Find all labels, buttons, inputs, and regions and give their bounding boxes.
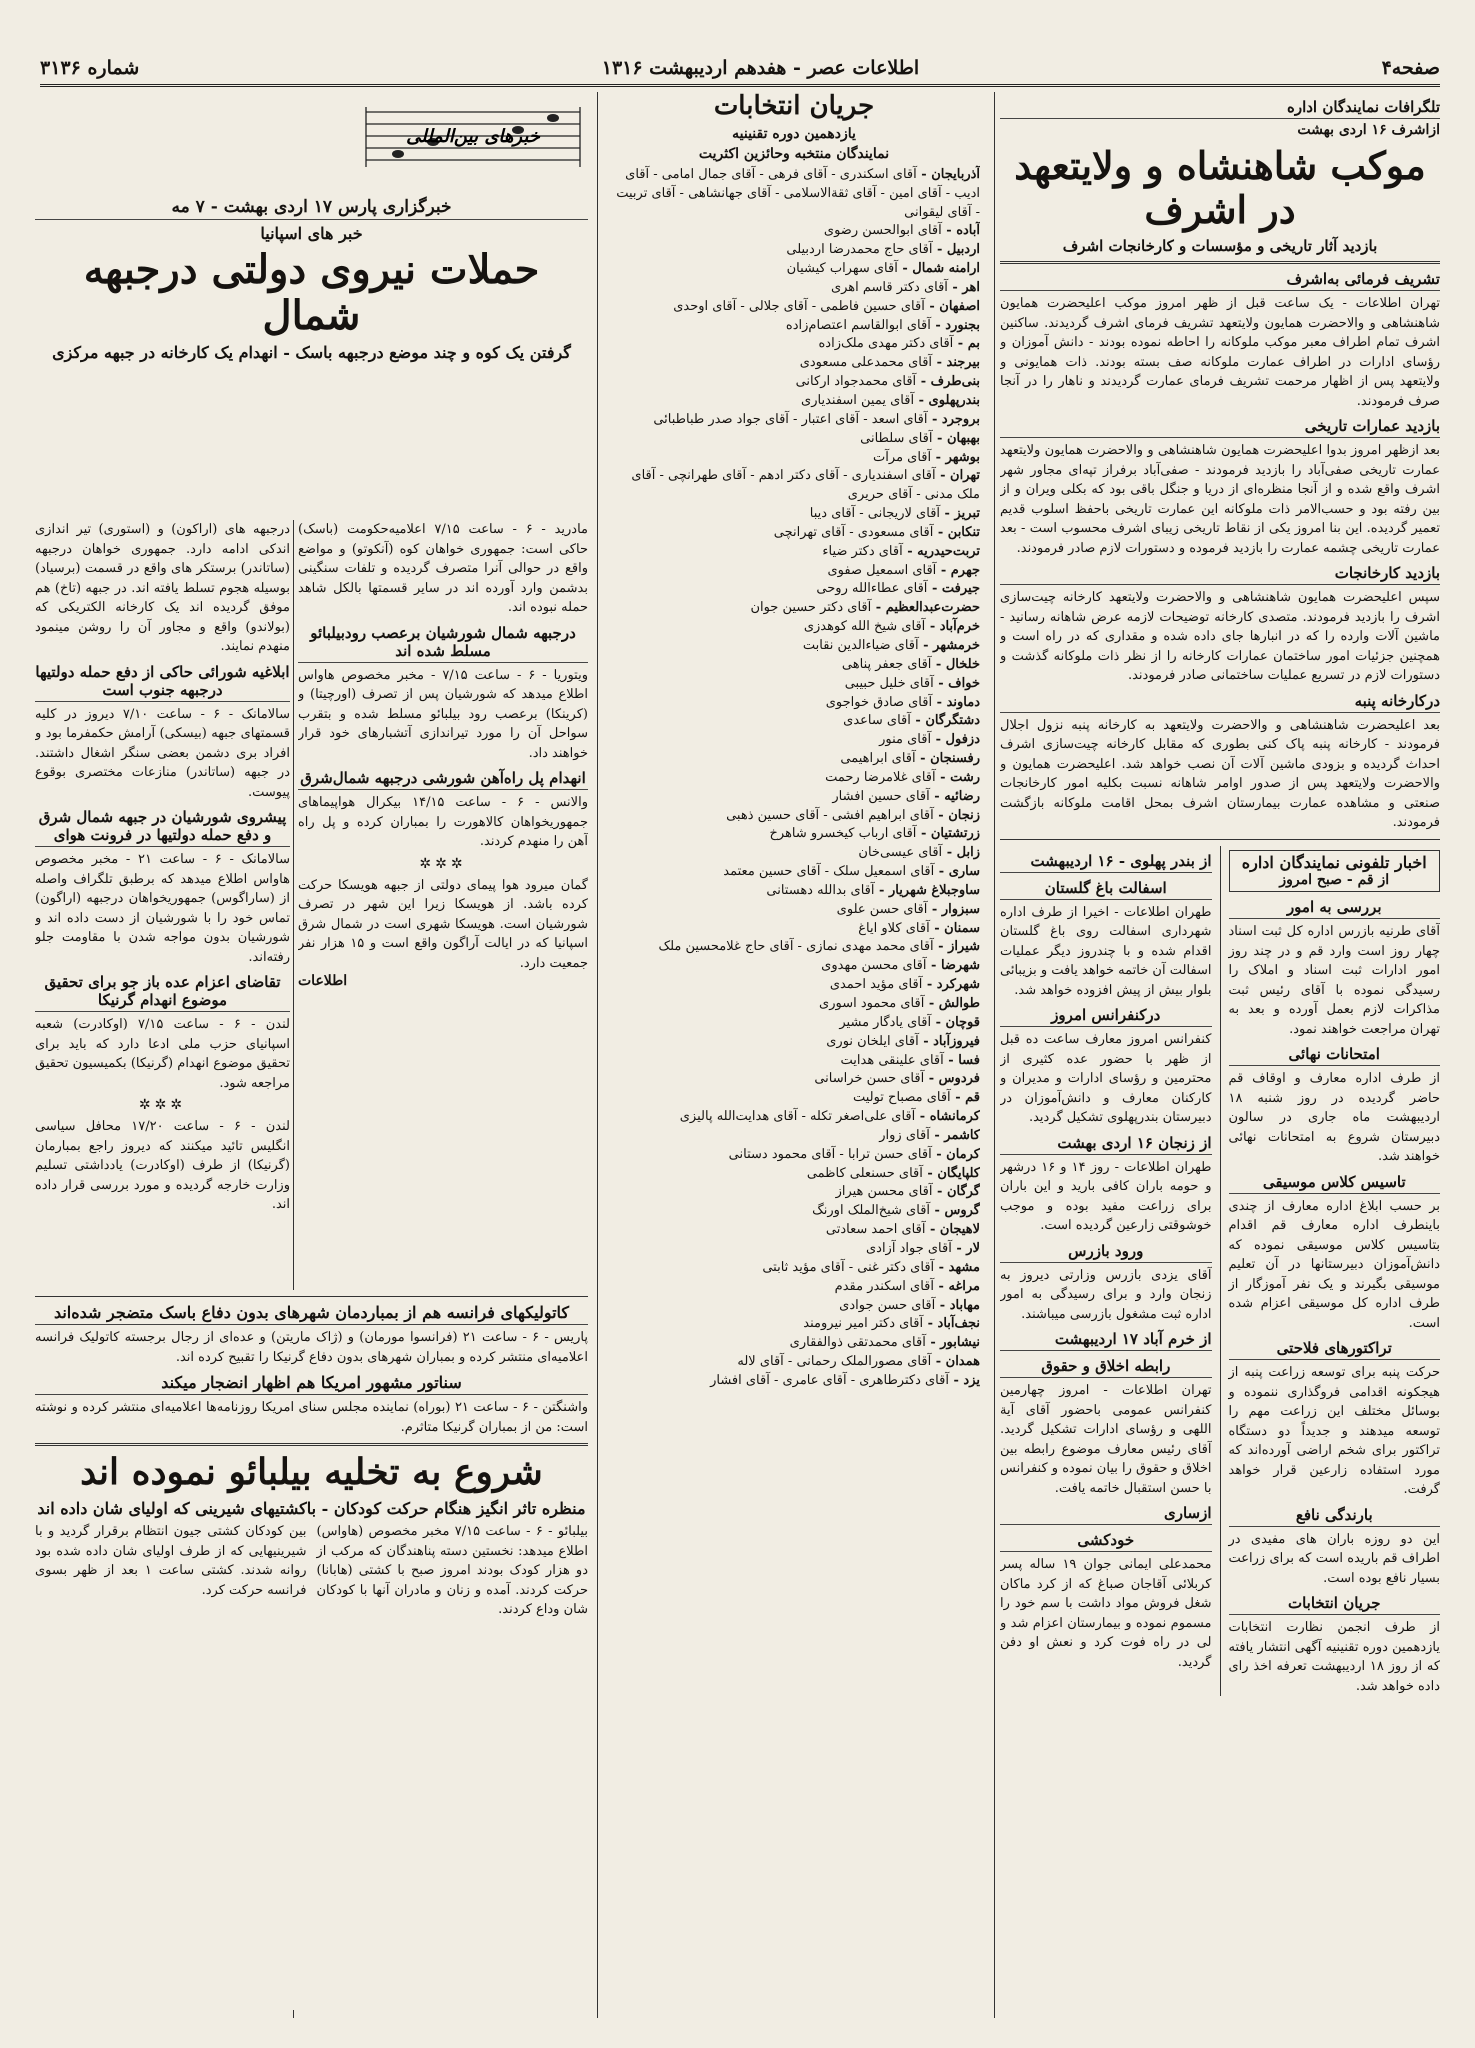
result-names: آقای دکتر قاسم اهری <box>830 279 948 295</box>
result-names: آقای محسن مهدوی <box>821 958 927 974</box>
result-constituency: بنی‌طرف <box>930 374 980 390</box>
result-entry: دزفول - آقای منور <box>879 732 980 748</box>
article-text: گمان میرود هوا پیمای دولتی از جبهه هویسکا حرکت کرده باشد. از هویسکا زیرا این شهر در تصرف شورشیان است. هویسکا شهری است در شمال شرق اسپانیا که در ایالت آراگون واقع است و ۱۵ هزار نفر جمعیت دارد. <box>298 877 588 971</box>
result-entry: اردبیل - آقای حاج محمدرضا اردبیلی <box>786 242 980 258</box>
result-names: آقای خلیل حبیبی <box>844 675 934 691</box>
result-constituency: خرم‌آباد <box>939 619 980 635</box>
result-constituency: شیراز <box>948 939 980 955</box>
foreign-news-bottom <box>35 1290 588 2010</box>
section-title: کاتولیکهای فرانسه هم از بمباردمان شهرهای بدون دفاع باسک متضجر شده‌اند <box>35 1303 588 1325</box>
dateline: از بندر پهلوی - ۱۶ اردیبهشت <box>1000 852 1212 873</box>
section-title: بارندگی نافع <box>1229 1506 1441 1527</box>
result-entry: کرمان - آقای حسن ترابا - آقای محمود دستانی <box>728 1146 980 1162</box>
result-entry: اصفهان - آقای حسین فاطمی - آقای جلالی - آقای اوحدی <box>673 298 980 314</box>
result-names: آقای علی‌اصغر تکله - آقای هدایت‌الله پالیزی <box>679 1109 916 1125</box>
subheadline: بازدید آثار تاریخی و مؤسسات و کارخانجات اشرف <box>1062 237 1378 256</box>
result-entry: بندرپهلوی - آقای یمین اسفندیاری <box>801 393 980 409</box>
result-names: آقای مؤید احمدی <box>829 977 923 993</box>
section-title: بازدید عمارات تاریخی <box>1000 417 1440 438</box>
result-entry: رشت - آقای غلامرضا رحمت <box>825 769 980 785</box>
result-entry: کرمانشاه - آقای علی‌اصغر تکله - آقای هدایت‌الله پالیزی <box>679 1109 980 1125</box>
phone-news-box <box>1229 850 1441 892</box>
result-names: آقای اسمعیل سلک - آقای حسین معتمد <box>723 864 935 880</box>
result-entry: زابل - آقای عیسی‌خان <box>858 845 980 861</box>
result-entry: خرمشهر - آقای ضیاءالدین نقابت <box>802 637 980 653</box>
newspaper-dateline: اطلاعات عصر - هفدهم اردیبهشت ۱۳۱۶ <box>601 57 920 79</box>
result-entry: جهرم - آقای اسمعیل صفوی <box>827 562 980 578</box>
result-names: آقای محمدجواد ارکانی <box>795 374 917 390</box>
result-names: آقای لاریجانی - آقای دیبا <box>809 506 941 522</box>
result-entry: بم - آقای دکتر مهدی ملک‌زاده <box>818 336 980 352</box>
section-title: تاسیس کلاس موسیقی <box>1229 1173 1441 1194</box>
result-entry: فسا - آقای علینقی هدایت <box>840 1052 980 1068</box>
article-text: سالامانک - ۶ - ساعت ۷/۱۰ دیروز در کلیه قسمتهای جبهه (بیسکی) آرامش حکمفرما بود و افراد بری دشمن بعضی سنگر اشغال داشتند. در جبهه (ساتاندر) منازعات مختصری بوقوع پیوست. <box>35 706 290 800</box>
result-constituency: رضائیه <box>944 788 980 804</box>
section-title: ابلاغیه شورائی حاکی از دفع حمله دولتیها درجبهه جنوب است <box>35 663 290 702</box>
result-constituency: بجنورد <box>945 317 980 333</box>
result-names: آقای بدالله دهستانی <box>766 882 875 898</box>
result-entry: شهرکرد - آقای مؤید احمدی <box>829 977 980 993</box>
result-names: آقای اسکندر مقدم <box>834 1278 935 1294</box>
result-constituency: نجف‌آباد <box>937 1316 980 1332</box>
result-names: آقای سهراب کیشیان <box>786 261 898 277</box>
result-entry: قم - آقای مصباح تولیت <box>852 1090 980 1106</box>
radio-dateline: خبرگزاری پارس ۱۷ اردی بهشت - ۷ مه <box>35 197 588 220</box>
result-entry: رفسنجان - آقای ابراهیمی <box>840 751 980 767</box>
result-names: آقای حسن ترابا - آقای محمود دستانی <box>728 1146 932 1162</box>
result-names: آقای کلاو ایاغ <box>858 920 930 936</box>
result-names: آقای دکتر مهدی ملک‌زاده <box>818 336 954 352</box>
result-names: آقای حسن علوی <box>836 901 928 917</box>
result-entry: کلپایگان - آقای حسنعلی کاظمی <box>806 1165 980 1181</box>
section-title: تقاضای اعزام عده باز جو برای تحقیق موضوع انهدام گرنیکا <box>35 973 290 1012</box>
result-names: آقای دکتر امیر نیرومند <box>803 1316 924 1332</box>
spain-kicker: خبر های اسپانیا <box>260 224 363 243</box>
article-text: درجبهه های (اراکون) و (استوری) تیر اندازی اندکی ادامه دارد. جمهوری خواهان درجبهه (ساتاندر) برستکر های واقع در قسمت (برسیاد) بوسیله هجوم تسلط یافته اند. در جبهه (تاخ) هم موفق گردیده اند یک کارخانه الکتریکی که (بولاندو) واقع و مجاور آن را روشن مینمود منهدم نمایند. <box>35 522 290 654</box>
result-entry: دشتگرگان - آقای ساعدی <box>843 713 980 729</box>
result-entry: بروجرد - آقای اسعد - آقای اعتبار - آقای جواد صدر طباطبائی <box>653 411 980 427</box>
result-names: آقای عیسی‌خان <box>858 845 943 861</box>
result-constituency: خلخال <box>945 656 980 672</box>
article-text: لندن - ۶ - ساعت ۱۷/۲۰ محافل سیاسی انگلیس تائید میکنند که دیروز راجع بمبارمان (گرنیکا) از طرف (اوکادرت) یادداشتی تسلیم وزارت خارجه گردیده و مورد بررسی قرار داده اند. <box>35 1119 290 1212</box>
result-names: آقای شیخ الله کوهدزی <box>803 619 926 635</box>
result-constituency: اصفهان <box>939 298 980 314</box>
result-constituency: بندرپهلوی <box>928 393 980 409</box>
result-names: آقای غلامرضا رحمت <box>825 769 936 785</box>
section-title: انهدام پل راه‌آهن شورشی درجبهه شمال‌شرق <box>298 769 588 790</box>
result-constituency: رفسنجان <box>930 751 980 767</box>
result-constituency: همدان <box>945 1354 980 1370</box>
result-constituency: فردوس <box>938 1071 980 1087</box>
result-names: آقای حاج محمدرضا اردبیلی <box>786 242 933 258</box>
result-names: آقای اسمعیل صفوی <box>827 562 937 578</box>
page-header <box>40 52 1440 87</box>
result-constituency: بوشهر <box>945 449 980 465</box>
result-entry: مشهد - آقای دکتر غنی - آقای مؤید ثابتی <box>762 1259 980 1275</box>
result-names: آقای مصباح تولیت <box>852 1090 951 1106</box>
elections-sub: نمایندگان منتخبه وحائزین اکثریت <box>698 145 890 162</box>
result-constituency: زرتشتیان <box>930 826 980 842</box>
phone-news-sub: از قم - صبح امروز <box>1279 872 1390 889</box>
result-names: آقای اسکندری - آقای فرهی - آقای جمال امامی - آقای ادیب - آقای امین - آقای ثقة‌الاسلامی - آقای جهانشاهی - آقای تربیت - آقای لیقوانی <box>616 166 980 220</box>
result-constituency: یزد <box>963 1372 980 1388</box>
result-constituency: شهرضا <box>940 958 980 974</box>
foreign-headline: حملات نیروی دولتی درجبهه شمال <box>83 246 540 339</box>
result-names: آقای سلطانی <box>860 430 933 446</box>
result-names: آقای حسین فاطمی - آقای جلالی - آقای اوحدی <box>673 298 925 314</box>
result-names: آقای شیخ‌الملک اورنگ <box>812 1203 931 1219</box>
result-names: آقای جواد آزادی <box>865 1240 952 1256</box>
attribution: اطلاعات <box>298 973 348 989</box>
result-entry: آباده - آقای ابوالحسن رضوی <box>823 223 980 239</box>
section-title: تشریف فرمائی به‌اشرف <box>1000 270 1440 291</box>
section-title: امتحانات نهائی <box>1229 1045 1441 1066</box>
elections-sub: یازدهمین دوره تقنینیه <box>732 125 856 142</box>
article-text: از طرف انجمن نظارت انتخابات یازدهمین دوره تقنینیه آگهی انتشار یافته که از روز ۱۸ اردیبهشت تعرفه اخذ رای داده خواهد شد. <box>1228 1620 1440 1694</box>
result-constituency: ساری <box>948 864 980 880</box>
result-constituency: مراغه <box>948 1278 980 1294</box>
result-names: آقای محسن هیراز <box>835 1184 933 1200</box>
section-title: درجبهه شمال شورشیان برعصب رودبیلبائو مسلط شده اند <box>298 624 588 663</box>
result-entry: تربت‌حیدریه - آقای دکتر ضیاء <box>822 543 980 559</box>
result-constituency: اردبیل <box>946 242 980 258</box>
result-entry: لاهیجان - آقای احمد سعادتی <box>825 1222 980 1238</box>
divider <box>1000 261 1440 264</box>
article-text: این دو روزه باران های مفیدی در اطراف قم باریده است که برای زراعت بسیار نافع بوده است. <box>1228 1531 1440 1586</box>
result-names: آقای ایلخان نوری <box>826 1033 919 1049</box>
result-entry: طوالش - آقای محمود اسوری <box>819 996 980 1012</box>
result-entry: لار - آقای جواد آزادی <box>865 1240 980 1256</box>
result-entry: کاشمر - آقای زوار <box>879 1127 980 1143</box>
result-constituency: حضرت‌عبدالعظیم <box>885 600 980 616</box>
phone-news-title: اخبار تلفونی نمایندگان اداره <box>1241 852 1427 872</box>
article-text: مادرید - ۶ - ساعت ۷/۱۵ اعلامیه‌حکومت (باسک) حاکی است: جمهوری خواهان کوه (آنکوتو) و مواضع واقع در حوالی آنرا متصرف گردیده و تلفات سنگینی بدشمن وارد آورده اند در سایر قسمتها بالکل شاهد حمله نبوده اند. <box>298 522 588 615</box>
result-names: آقای ابراهیمی <box>840 751 916 767</box>
section-title: درکارخانه پنبه <box>1000 692 1440 713</box>
elections-title: جریان انتخابات <box>713 92 875 121</box>
section-title: ازساری <box>1000 1504 1212 1525</box>
article-text: طهران اطلاعات - روز ۱۴ و ۱۶ درشهر و حومه باران کافی بارید و این باران برای زراعت مفید بوده و موجب خوشوقتی زارعین گردیده است. <box>1000 1159 1212 1234</box>
result-names: آقای حسین افشار <box>832 788 930 804</box>
result-entry: رضائیه - آقای حسین افشار <box>832 788 980 804</box>
result-constituency: بم <box>967 336 980 352</box>
article-text: طهران اطلاعات - اخیرا از طرف اداره شهرداری اسفالت روی باغ گلستان اقدام شده و با چندروز دیگر عملیات اسفالت آن خاتمه خواهد یافت و بزیبائی بلوار بیش از پیش افزوده خواهد شد. <box>1000 904 1212 998</box>
article-text: بیلبائو - ۶ - ساعت ۷/۱۵ مخبر مخصوص (هاواس) اطلاع میدهد: نخستین دسته پناهندگان که مرکب از دو هزار کودک بودند امروز صبح با کشتی (هابانا) حرکت کردند. آمده و زنان و مادران آنها با کودکان شان وداع کردند. <box>316 1524 588 1618</box>
article-text: پاریس - ۶ - ساعت ۲۱ (فرانسوا مورمان) و (ژاک ماریتن) و عده‌ای از رجال برجسته کاتولیک فرانسه اعلامیه‌ای منتشر کرده و بمباران شهرهای بدون دفاع گرنیکا را تقبیح کرده اند. <box>35 1330 588 1365</box>
result-constituency: دشتگرگان <box>925 713 980 729</box>
result-constituency: رشت <box>950 769 980 785</box>
result-constituency: لار <box>966 1240 980 1256</box>
article-text: کنفرانس امروز معارف ساعت ده قبل از ظهر با حضور عده کثیری از محترمین و رؤسای ادارات و مدیران و کارکنان معارف و دانش‌آموزان در دبیرستان بندرپهلوی تشکیل گردید. <box>1000 1032 1212 1126</box>
result-names: آقای زوار <box>879 1127 930 1143</box>
result-entry: سمنان - آقای کلاو ایاغ <box>858 920 980 936</box>
foreign-news-top <box>35 92 588 512</box>
result-constituency: زابل <box>956 845 980 861</box>
result-constituency: فسا <box>958 1052 980 1068</box>
result-names: آقای محمدتقی ذوالفقاری <box>789 1335 926 1351</box>
article-text: واشنگتن - ۶ - ساعت ۲۱ (بوراه) نماینده مجلس سنای امریکا روزنامه‌ها اعلامیه‌ای منتشر کرده و نوشته است: من از بمباران گرنیکا متاثرم. <box>35 1400 588 1435</box>
article-text: آقای یزدی بازرس وزارتی دیروز به زنجان وارد و برای رسیدگی به امور اداره ثبت مشغول بازرسی میباشند. <box>1000 1267 1212 1322</box>
issue-number: شماره ۳۱۳۶ <box>40 57 140 79</box>
result-constituency: سبزوار <box>941 901 980 917</box>
result-names: آقای مسعودی - آقای تهرانچی <box>773 524 934 540</box>
result-entry: بهبهان - آقای سلطانی <box>860 430 980 446</box>
result-names: آقای مرآت <box>873 449 932 465</box>
result-entry: قوچان - آقای یادگار مشیر <box>839 1014 980 1030</box>
result-entry: اهر - آقای دکتر قاسم اهری <box>830 279 980 295</box>
result-constituency: گروس <box>944 1203 980 1219</box>
results-list <box>608 166 980 1391</box>
result-constituency: کرمان <box>946 1146 980 1162</box>
result-entry: تنکابن - آقای مسعودی - آقای تهرانچی <box>773 524 980 540</box>
result-constituency: خواف <box>948 675 980 691</box>
bilbao-headline: شروع به تخلیه بیلبائو نموده اند <box>80 1451 543 1493</box>
divider-stars: ✲✲✲ <box>138 1097 187 1113</box>
result-entry: ارامنه شمال - آقای سهراب کیشیان <box>786 261 980 277</box>
section-kicker: تلگرافات نمایندگان اداره <box>1000 98 1440 119</box>
result-entry: ساوجبلاغ شهریار - آقای بدالله دهستانی <box>766 882 980 898</box>
result-names: آقای دکتر غنی - آقای مؤید ثابتی <box>762 1259 935 1275</box>
section-title: جریان انتخابات <box>1229 1594 1441 1615</box>
section-title: سناتور مشهور امریکا هم اظهار انضجار میکند <box>35 1373 588 1395</box>
result-names: آقای حسن جوادی <box>839 1297 936 1313</box>
result-entry: نیشابور - آقای محمدتقی ذوالفقاری <box>789 1335 980 1351</box>
result-entry: گرگان - آقای محسن هیراز <box>835 1184 980 1200</box>
section-title: خودکشی <box>1000 1531 1212 1552</box>
article-text: محمدعلی ایمانی جوان ۱۹ ساله پسر کربلائی آقاجان صباغ که از کرد ماکان شغل فروش مواد داشت با سم خود را مسموم نموده و بیمارستان اعزام شد و لی در راه فوت کرد و نعش او دفن گردید. <box>1000 1557 1212 1670</box>
section-title: بررسی به امور <box>1229 898 1441 919</box>
result-constituency: شهرکرد <box>936 977 980 993</box>
result-entry: بنی‌طرف - آقای محمدجواد ارکانی <box>795 374 980 390</box>
article-text: ویتوریا - ۶ - ساعت ۷/۱۵ - مخبر مخصوص هاواس اطلاع میدهد که شورشیان پس از تصرف (اورچیتا) و (کرینکا) برعصب رود بیلبائو مسلط شده و بتقرب سواحل آن را مورد تیراندازی آتشبارهای خود قرار خواهند داد. <box>298 667 588 761</box>
article-text: حرکت پنبه برای توسعه زراعت پنبه از هیجکونه اقدامی فروگذاری ننموده و بوسائل مختلف این زراعت مهم را توسعه میدهند و جدیداً دو دستگاه تراکتور برای شخم اراضی آورده‌اند که مورد استفاده زارعین قرار خواهد گرفت. <box>1228 1365 1440 1498</box>
result-constituency: آذربایجان <box>931 166 980 182</box>
result-entry: سبزوار - آقای حسن علوی <box>836 901 980 917</box>
result-entry: شهرضا - آقای محسن مهدوی <box>821 958 980 974</box>
result-entry: خواف - آقای خلیل حبیبی <box>844 675 980 691</box>
divider <box>1000 839 1440 840</box>
bilbao-subhead: منظره تاثر انگیز هنگام حرکت کودکان - باکشتیهای شیرینی که اولیای شان داده اند <box>37 1499 586 1519</box>
article-text: سپس اعلیحضرت همایون شاهنشاهی و والاحضرت ولایتعهد کارخانه چیت‌سازی اشرف را بازدید فرمودند. متصدی کارخانه توضیحات لازمه عرض شاهانه رسانید - ماشین آلات وارده را که در انبارها جای داده شده و مقداری که در راه است و همچنین جزئیات امور ساختمان عمارات کارخانه را از نظر ذات ملوکانه گذشت و دستورات لازم در تسریع عملیات ساختمانی صادر فرمودند. <box>1000 590 1440 684</box>
dateline: از خرم آباد ۱۷ اردیبهشت <box>1000 1330 1212 1351</box>
result-constituency: مهاباد <box>949 1297 980 1313</box>
result-entry: بوشهر - آقای مرآت <box>873 449 980 465</box>
result-constituency: قم <box>965 1090 980 1106</box>
result-constituency: تبریز <box>954 506 980 522</box>
result-entry: تهران - آقای اسفندیاری - آقای دکتر ادهم - آقای طهرانچی - آقای ملک مدنی - آقای حریری <box>631 468 980 503</box>
result-entry: خرم‌آباد - آقای شیخ الله کوهدزی <box>803 619 980 635</box>
result-names: آقای ابوالحسن رضوی <box>823 223 942 239</box>
section-title: رابطه اخلاق و حقوق <box>1000 1357 1212 1378</box>
result-constituency: زنجان <box>948 807 980 823</box>
result-names: آقای احمد سعادتی <box>825 1222 926 1238</box>
result-names: آقای حسنعلی کاظمی <box>806 1165 923 1181</box>
result-constituency: لاهیجان <box>939 1222 980 1238</box>
result-entry: بجنورد - آقای ابوالقاسم اعتصام‌زاده <box>785 317 980 333</box>
divider-stars: ✲✲✲ <box>419 855 467 872</box>
section-title: درکنفرانس امروز <box>1000 1006 1212 1027</box>
result-constituency: جیرفت <box>941 581 980 597</box>
result-names: آقای یادگار مشیر <box>839 1014 932 1030</box>
result-names: آقای محمود اسوری <box>819 996 925 1012</box>
column-elections <box>608 92 980 2018</box>
result-names: آقای اسفندیاری - آقای دکتر ادهم - آقای طهرانچی - آقای ملک مدنی - آقای حریری <box>631 468 980 503</box>
result-constituency: تهران <box>950 468 980 484</box>
result-entry: یزد - آقای دکترطاهری - آقای عامری - آقای افشار <box>710 1372 980 1388</box>
section-title: تراکتورهای فلاحتی <box>1229 1339 1441 1360</box>
result-constituency: کاشمر <box>944 1127 980 1143</box>
result-names: آقای جعفر پناهی <box>841 656 932 672</box>
article-text: لندن - ۶ - ساعت ۷/۱۵ (اوکادرت) شعبه اسپانیای حزب ملی ادعا دارد که باید برای تحقیق موضوع انهدام (گرنیکا) بکمیسیون تحقیق مراجعه شود. <box>35 1017 290 1091</box>
result-names: آقای عطاءالله روحی <box>816 581 928 597</box>
result-entry: بیرجند - آقای محمدعلی مسعودی <box>799 355 980 371</box>
result-constituency: سمنان <box>944 920 980 936</box>
dateline: از زنجان ۱۶ اردی بهشت <box>1000 1134 1212 1155</box>
result-names: آقای دکتر ضیاء <box>822 543 903 559</box>
result-names: آقای ساعدی <box>843 713 911 729</box>
result-constituency: ارامنه شمال <box>912 261 980 277</box>
result-constituency: ساوجبلاغ شهریار <box>888 882 980 898</box>
result-names: آقای محمد مهدی نمازی - آقای حاج غلامحسین ملک <box>658 939 934 955</box>
section-title: اسفالت باغ گلستان <box>1000 879 1212 900</box>
article-text: از طرف اداره معارف و اوقاف قم حاضر گردیده در روز شنبه ۱۸ اردیبهشت ماه جاری در سالون دبیرستان شروع به امتحانات نهائی خواهند شد. <box>1228 1071 1440 1165</box>
result-names: آقای صادق خواجوی <box>825 694 933 710</box>
main-headline: موکب شاهنشاه و ولایتعهد در اشرف <box>1014 143 1426 232</box>
article-text: بین کودکان کشتی جیون انتظام برقرار گردید و با شیرینیهایی که از طرف اولیای شان داده شده بود روانه شدند. کشتی ساعت ۱ بعد از ظهر بسوی فرانسه حرکت کرد. <box>35 1524 307 1598</box>
result-entry: خلخال - آقای جعفر پناهی <box>841 656 980 672</box>
svg-text:خبرهای بین‌المللی: خبرهای بین‌المللی <box>406 126 540 147</box>
article-text: بعد ازظهر امروز بدوا اعلیحضرت همایون شاهنشاهی و والاحضرت همایون ولایتعهد عمارت تاریخی صفی‌آباد را بازدید فرمودند - صفی‌آباد برفراز تپه‌ای مجاور شهر اشرف واقع شده و از آنجا منظره‌ای از دریا و جنگل باقی بود که بکلی ویران و از بین رفته بود و حسب‌الامر ذات ملوکانه این عمارت تاریخی باحفظ اسلوب قدیم تعمیر گردیده. این بنا امروز یکی از نقاط تاریخی زیبای اشرف محسوب است - بعد عمارت تاریخی چشمه عمارت را بازدید فرموده و دستورات لازم صادر فرمودند. <box>1000 443 1440 556</box>
article-text: آقای طرنیه بازرس اداره کل ثبت اسناد چهار روز است وارد قم و در چند روز امور ادارات ثبت اسناد و املاک را رسیدگی نموده با آقای رئیس ثبت مذاکرات لازم بعمل آورده و بعد به تهران مراجعت خواهند نمود. <box>1228 924 1440 1037</box>
column-rule <box>597 92 598 2018</box>
result-entry: شیراز - آقای محمد مهدی نمازی - آقای حاج غلامحسین ملک <box>658 939 980 955</box>
result-entry: فردوس - آقای حسن خراسانی <box>814 1071 980 1087</box>
divider <box>35 1443 588 1446</box>
result-names: آقای مصورالملک رحمانی - آقای لاله <box>737 1354 932 1370</box>
result-names: آقای دکترطاهری - آقای عامری - آقای افشار <box>710 1372 949 1388</box>
column-rule <box>994 92 995 2018</box>
section-title: ورود بازرس <box>1000 1242 1212 1263</box>
result-constituency: طوالش <box>938 996 980 1012</box>
result-entry: دماوند - آقای صادق خواجوی <box>825 694 980 710</box>
result-constituency: مشهد <box>948 1259 980 1275</box>
result-names: آقای ابراهیم افشی - آقای حسین ذهبی <box>726 807 934 823</box>
column-domestic <box>1000 92 1440 2018</box>
result-constituency: تنکابن <box>947 524 980 540</box>
result-entry: مهاباد - آقای حسن جوادی <box>839 1297 980 1313</box>
result-entry: زرتشتیان - آقای ارباب کیخسرو شاهرخ <box>769 826 980 842</box>
result-entry: ساری - آقای اسمعیل سلک - آقای حسین معتمد <box>723 864 980 880</box>
result-names: آقای حسن خراسانی <box>814 1071 925 1087</box>
result-constituency: کرمانشاه <box>929 1109 980 1125</box>
result-names: آقای ابوالقاسم اعتصام‌زاده <box>785 317 931 333</box>
music-staff-logo <box>358 92 588 187</box>
result-constituency: نیشابور <box>940 1335 980 1351</box>
result-names: آقای ارباب کیخسرو شاهرخ <box>769 826 917 842</box>
dateline: ازاشرف ۱۶ اردی بهشت <box>1297 122 1440 138</box>
section-title: پیشروی شورشیان در جبهه شمال شرق و دفع حمله دولتیها در فرونت هوای <box>35 808 290 847</box>
result-entry: نجف‌آباد - آقای دکتر امیر نیرومند <box>803 1316 980 1332</box>
result-entry: فیروزآباد - آقای ایلخان نوری <box>826 1033 980 1049</box>
article-text: والانس - ۶ - ساعت ۱۴/۱۵ بیکرال هواپیماهای جمهوریخواهان کالاهورت را بمباران کرده و پل راه آهن را منهدم کردند. <box>298 795 588 849</box>
section-title: بازدید کارخانجات <box>1000 564 1440 585</box>
result-constituency: اهر <box>962 279 980 295</box>
result-constituency: بروجرد <box>941 411 980 427</box>
page-number: صفحه۴ <box>1381 57 1440 79</box>
result-names: آقای دکتر حسین جوان <box>750 600 872 616</box>
result-entry: همدان - آقای مصورالملک رحمانی - آقای لاله <box>737 1354 980 1370</box>
article-text: تهران اطلاعات - یک ساعت قبل از ظهر امروز موکب اعلیحضرت همایون شاهنشاهی و والاحضرت همایون ولایتعهد تشریف فرمای اشرف گردیدند. ساکنین اشرف تمام اطراف معبر موکب ملوکانه را احاطه نموده بودند - دانش آموزان و رؤسای ادارات در اطراف عمارت ملوکانه صف بسته بودند. ذات همایونی و ولایتعهد پس از اظهار مرحمت تشریف فرمای عمارت گردیدند و ناهار را در آنجا صرف فرمودند. <box>1000 296 1440 409</box>
result-names: آقای ضیاءالدین نقابت <box>802 637 919 653</box>
result-entry: جیرفت - آقای عطاءالله روحی <box>816 581 980 597</box>
article-text: سالامانک - ۶ - ساعت ۲۱ - مخبر مخصوص هاواس اطلاع میدهد که برطبق تلگراف واصله از (ساراگوس) جمهوریخواهان درجبهه (اراگون) تماس خود را با شورشیان از دست داده اند و شورشیان بدون مواجه شدن با مقاومت جلو رفته‌اند. <box>35 852 290 965</box>
result-names: آقای علینقی هدایت <box>840 1052 944 1068</box>
result-entry: گروس - آقای شیخ‌الملک اورنگ <box>812 1203 980 1219</box>
result-names: آقای یمین اسفندیاری <box>801 393 915 409</box>
result-entry: حضرت‌عبدالعظیم - آقای دکتر حسین جوان <box>750 600 980 616</box>
result-constituency: آباده <box>956 223 980 239</box>
article-text: بر حسب ابلاغ اداره معارف از چندی باینطرف اداره معارف قم اقدام بتاسیس کلاس موسیقی نموده که دانش‌آموزان دبیرستانها در آن تعلیم موسیقی بگیرند و یک نفر آموزگار از طرف اداره کل موسیقی اعزام شده است. <box>1228 1198 1440 1331</box>
result-entry: مراغه - آقای اسکندر مقدم <box>834 1278 980 1294</box>
result-constituency: بهبهان <box>946 430 980 446</box>
foreign-subhead: گرفتن یک کوه و چند موضع درجبهه باسک - انهدام یک کارخانه در جبهه مرکزی <box>52 343 571 362</box>
result-constituency: کلپایگان <box>937 1165 980 1181</box>
result-constituency: تربت‌حیدریه <box>917 543 980 559</box>
result-entry: تبریز - آقای لاریجانی - آقای دیبا <box>809 506 980 522</box>
result-names: آقای اسعد - آقای اعتبار - آقای جواد صدر طباطبائی <box>653 411 928 427</box>
result-entry: زنجان - آقای ابراهیم افشی - آقای حسین ذهبی <box>726 807 980 823</box>
result-names: آقای محمدعلی مسعودی <box>799 355 933 371</box>
divider <box>35 1296 588 1297</box>
article-text: تهران اطلاعات - امروز چهارمین کنفرانس عمومی باحضور آقای آیة اللهی و رؤسای ادارات تشکیل گردید. آقای رئیس معارف موضوع رابطه بین اخلاق و حقوق را بیان نموده و کنفرانس با حسن استقبال خاتمه یافت. <box>1000 1383 1212 1496</box>
result-constituency: دزفول <box>945 732 980 748</box>
qom-news <box>1229 846 1441 1696</box>
article-text: بعد اعلیحضرت شاهنشاهی و والاحضرت ولایتعهد به کارخانه پنبه نزول اجلال فرمودند - کارخانه پنبه پاک کنی بطوری که مقابل کارخانه چیت‌سازی اشرف احداث گردیده و بزودی ماشین آلات آن نصب خواهد شد. اعلیحضرت همایون و والاحضرت ولایتعهد پس از صدور اوامر شاهانه نسبت بکلیه امور کارخانجات صنعتی و مشاهده عمارت بیمارستان اشرف بمحل اقامت ملوکانه بازگشت فرمودند. <box>1000 717 1440 831</box>
result-constituency: بیرجند <box>946 355 980 371</box>
result-names: آقای منور <box>879 732 932 748</box>
result-constituency: گرگان <box>946 1184 980 1200</box>
result-entry: آذربایجان - آقای اسکندری - آقای فرهی - آقای جمال امامی - آقای ادیب - آقای امین - آقای ثقة‌الاسلامی - آقای جهانشاهی - آقای تربیت - آقای لیقوانی <box>616 166 980 220</box>
result-constituency: فیروزآباد <box>933 1033 980 1049</box>
result-constituency: خرمشهر <box>933 637 980 653</box>
result-constituency: قوچان <box>945 1014 980 1030</box>
result-constituency: دماوند <box>946 694 980 710</box>
provincial-news <box>1000 846 1212 1696</box>
result-constituency: جهرم <box>950 562 980 578</box>
